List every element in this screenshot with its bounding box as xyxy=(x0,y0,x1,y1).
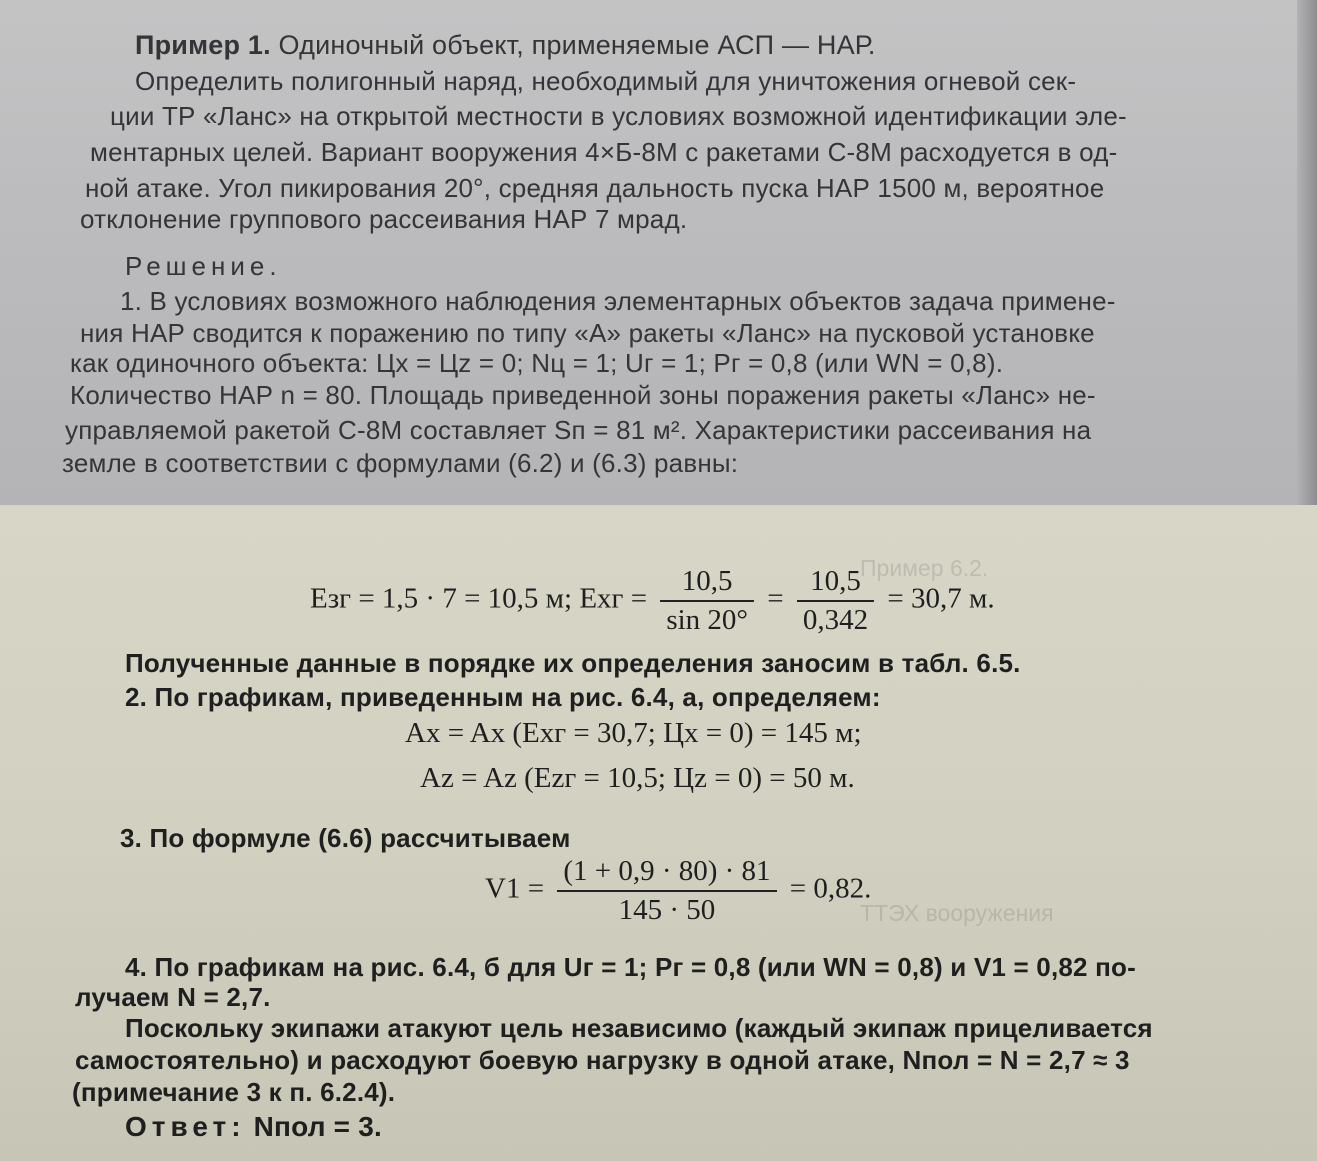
step1-line-1: 1. В условиях возможного наблюдения элементарных объектов задача примене- xyxy=(120,286,1116,316)
problem-line-5: отклонение группового рассеивания НАР 7 мрад. xyxy=(80,204,688,234)
example-number: Пример 1. xyxy=(135,30,271,60)
fraction-numerator: (1 + 0,9 · 80) · 81 xyxy=(557,855,776,892)
formula-az: Az = Az (Ezг = 10,5; Цz = 0) = 50 м. xyxy=(420,762,855,794)
problem-line-4: ной атаке. Угол пикирования 20°, средняя дальность пуска НАР 1500 м, вероятное xyxy=(85,173,1105,203)
step1-line-4: Количество НАР n = 80. Площадь приведенной зоны поражения ракеты «Ланс» не- xyxy=(70,380,1096,410)
fraction-v1 xyxy=(557,855,776,927)
bleed-through-text: Пример 6.2. xyxy=(860,555,989,581)
problem-line-3: ментарных целей. Вариант вооружения 4×Б-8М с ракетами С-8М расходуется в од- xyxy=(90,137,1118,167)
fraction-numerator: 10,5 xyxy=(797,565,874,602)
conclusion-line-1: Поскольку экипажи атакуют цель независимо (каждый экипаж прицеливается xyxy=(125,1013,1153,1043)
step3-text: 3. По формуле (6.6) рассчитываем xyxy=(120,823,571,853)
answer-value: Nпол = 3. xyxy=(253,1111,382,1142)
fraction-sin xyxy=(660,565,754,637)
problem-line-1: Определить полигонный наряд, необходимый для уничтожения огневой сек- xyxy=(135,66,1077,96)
step1-line-2: ния НАР сводится к поражению по типу «А» ракеты «Ланс» на пусковой установке xyxy=(80,318,1095,348)
step1-line-5: управляемой ракетой С-8М составляет Sп = 81 м². Характеристики рассеивания на xyxy=(65,415,1092,445)
step2-text: 2. По графикам, приведенным на рис. 6.4, а, определяем: xyxy=(125,682,881,712)
bottom-photo-region xyxy=(0,505,1317,1161)
conclusion-line-3: (примечание 3 к п. 6.2.4). xyxy=(72,1077,396,1107)
fraction-denominator: 0,342 xyxy=(802,604,869,636)
fraction-value xyxy=(797,565,874,637)
formula-v1-left: V1 = xyxy=(485,872,545,905)
example-title xyxy=(135,30,876,61)
formula-ax: Ax = Ax (Exг = 30,7; Цx = 0) = 145 м; xyxy=(405,717,862,749)
step4-line-1: 4. По графикам на рис. 6.4, б для Uг = 1; Pг = 0,8 (или WN = 0,8) и V1 = 0,82 по- xyxy=(125,952,1136,982)
bleed-through-text: ТТЭХ вооружения xyxy=(860,900,1054,926)
step1-line-6: земле в соответствии с формулами (6.2) и (6.3) равны: xyxy=(62,448,739,478)
formula-dispersion-result: = 30,7 м. xyxy=(887,582,995,615)
example-title-text: Одиночный объект, применяемые АСП — НАР. xyxy=(278,30,876,60)
answer xyxy=(125,1111,382,1143)
formula-dispersion-left: Eзг = 1,5 · 7 = 10,5 м; Exг = xyxy=(310,582,648,615)
top-photo-region xyxy=(0,0,1317,505)
data-entry-note: Полученные данные в порядке их определения заносим в табл. 6.5. xyxy=(125,648,1021,678)
step1-line-3: как одиночного объекта: Цx = Цz = 0; Nц = 1; Uг = 1; Pг = 0,8 (или WN = 0,8). xyxy=(70,348,1004,378)
fraction-denominator: 145 · 50 xyxy=(618,894,716,926)
solution-heading: Решение. xyxy=(125,251,282,281)
answer-label: Ответ: xyxy=(125,1111,246,1142)
formula-dispersion: Eзг = 1,5 · 7 = 10,5 м; Exг = $\frac{10,5}{\sin 20^\circ}$ = $\frac{10,5}{0,342}$ = 30,7 м. xyxy=(310,565,995,636)
step4-line-2: лучаем N = 2,7. xyxy=(75,982,271,1012)
page-edge-shadow xyxy=(1297,0,1317,505)
formula-v1-result: = 0,82. xyxy=(789,872,872,905)
fraction-numerator: 10,5 xyxy=(660,565,754,602)
formula-v1 xyxy=(485,855,871,927)
fraction-denominator: sin 20° xyxy=(666,604,749,636)
problem-line-2: ции ТР «Ланс» на открытой местности в условиях возможной идентификации эле- xyxy=(110,101,1127,131)
conclusion-line-2: самостоятельно) и расходуют боевую нагрузку в одной атаке, Nпол = N = 2,7 ≈ 3 xyxy=(75,1045,1130,1075)
